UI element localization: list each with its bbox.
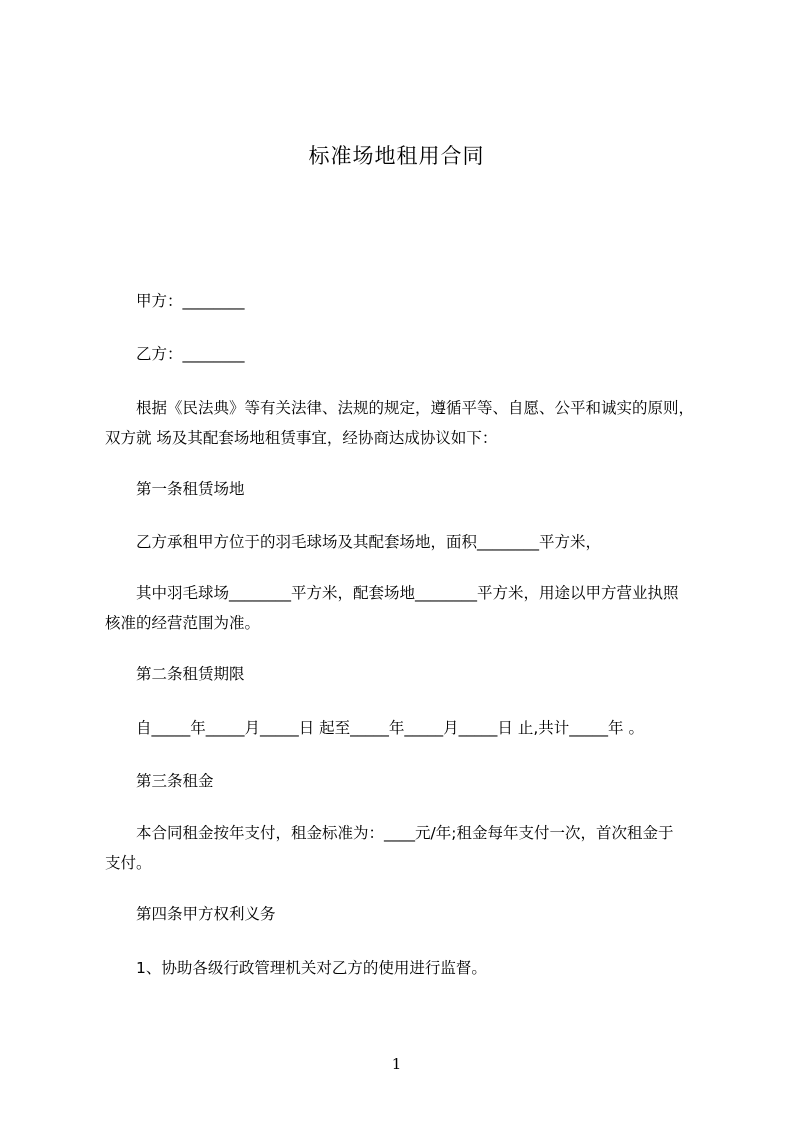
paragraph-line: 核准的经营范围为准。 <box>105 614 261 632</box>
article-4-heading: 第四条甲方权利义务 <box>136 905 276 923</box>
article-3-heading: 第三条租金 <box>136 772 214 790</box>
document-title: 标准场地租用合同 <box>308 144 485 168</box>
article-2-paragraph-1: 自_____年_____月_____日 起至_____年_____月_____日 止,共计_____年 。 <box>136 719 644 737</box>
preamble-line: 双方就 场及其配套场地租赁事宜，经协商达成协议如下： <box>105 429 498 447</box>
article-1-paragraph-1: 乙方承租甲方位于的羽毛球场及其配套场地，面积________平方米， <box>136 533 602 551</box>
article-4-item-1: 1、协助各级行政管理机关对乙方的使用进行监督。 <box>136 959 487 977</box>
article-1-heading: 第一条租赁场地 <box>136 480 245 498</box>
page-number: 1 <box>391 1055 402 1073</box>
party-b-line: 乙方：________ <box>136 345 245 363</box>
party-a-line: 甲方：________ <box>136 292 245 310</box>
paragraph-line: 本合同租金按年支付，租金标准为：____元/年;租金每年支付一次，首次租金于 <box>136 824 674 842</box>
article-1-paragraph-2 <box>105 578 708 638</box>
paragraph-line: 其中羽毛球场________平方米，配套场地________平方米，用途以甲方营业执照 <box>136 584 679 602</box>
paragraph-line: 支付。 <box>105 854 152 872</box>
article-3-paragraph-1 <box>105 818 708 878</box>
preamble-line: 根据《民法典》等有关法律、法规的规定，遵循平等、自愿、公平和诚实的原则， <box>136 399 695 417</box>
preamble-paragraph <box>105 393 708 453</box>
article-2-heading: 第二条租赁期限 <box>136 665 245 683</box>
